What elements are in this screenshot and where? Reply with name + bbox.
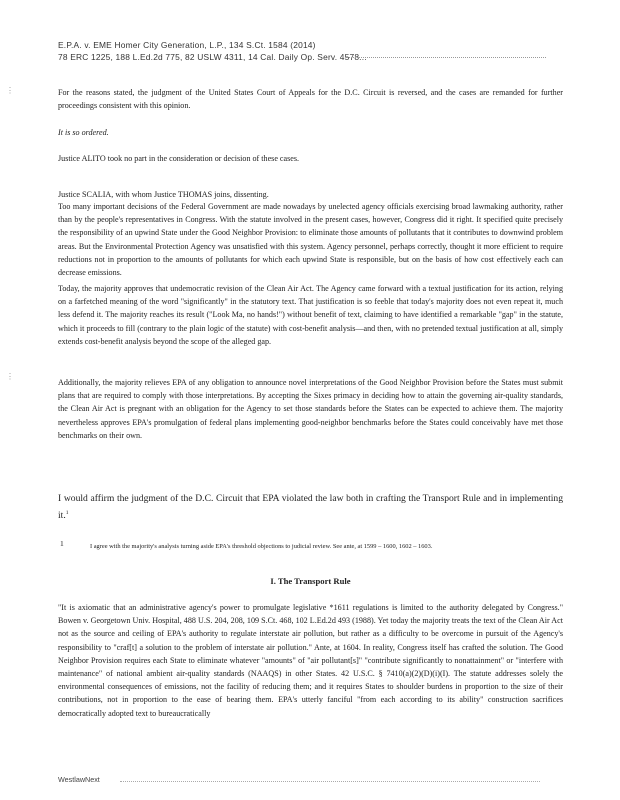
dissent-paragraph-1: Too many important decisions of the Federal Government are made nowadays by unelected agency officials exercising broad lawmaking authority, rather than by the people's representatives in Congress. With the statute involved in the present cases, however, Congress did it right. It specified quite precisely the responsibility of an upwind State under the Good Neighbor Provision: to eliminate those amounts of pollutants that it contributes to downwind problem areas. But the Environmental Protection Agency was unsatisfied with this system. Agency personnel, perhaps correctly, thought it more efficient to require reductions not in proportion to the amounts of pollutants for which each upwind State is responsible, but on the basis of how cost effectively each can decrease emissions.	[58, 202, 563, 278]
margin-mark: ⋮	[6, 372, 14, 381]
dissent-intro: Justice SCALIA, with whom Justice THOMAS joins, dissenting.	[58, 190, 269, 199]
footnote-number: 1	[60, 539, 64, 548]
footnote-text: I agree with the majority's analysis turning aside EPA's threshold objections to judicial review. See ante, at 1599 – 1600, 1602 – 1603.	[90, 543, 433, 550]
citation-header-line1: E.P.A. v. EME Homer City Generation, L.P., 134 S.Ct. 1584 (2014)	[58, 40, 316, 50]
footnote-reference[interactable]: 1	[65, 510, 69, 516]
dissent-paragraph-4	[58, 491, 563, 523]
dissent-paragraph-2: Today, the majority approves that undemocratic revision of the Clean Air Act. The Agency came forward with a textual justification for its action, relying on a farfetched meaning of the word "significantly" in the statutory text. That justification is so feeble that today's majority does not even repeat it, much less defend it. The majority reaches its result ("Look Ma, no hands!") without benefit of text, claiming to have identified a remarkable "gap" in the statute, which it proceeds to fill (contrary to the plain logic of the statute) with cost-benefit analysis—and then, with no pretended textual justification at all, simply extends cost-benefit analysis beyond the scope of the alleged gap.	[58, 284, 563, 346]
section-heading: I. The Transport Rule	[270, 576, 351, 586]
citation-header-line2: 78 ERC 1225, 188 L.Ed.2d 775, 82 USLW 4311, 14 Cal. Daily Op. Serv. 4578...	[58, 52, 367, 62]
margin-mark: ⋮	[6, 86, 14, 95]
footer-brand: WestlawNext	[58, 775, 100, 784]
transport-rule-paragraph: "It is axiomatic that an administrative agency's power to promulgate legislative *1611 regulations is limited to the authority delegated by Congress." Bowen v. Georgetown Univ. Hospital, 488 U.S. 204, 208, 109 S.Ct. 468, 102 L.Ed.2d 493 (1988). Yet today the majority treats the text of the Clean Air Act not as the source and ceiling of EPA's authority to regulate interstate air pollution, but rather as a difficulty to be overcome in pursuit of the Agency's responsibility to "craf[t] a solution to the problem of interstate air pollution." Ante, at 1604. In reality, Congress itself has crafted the solution. The Good Neighbor Provision requires each State to eliminate whatever "amounts" of "air pollutant[s]" "contribute significantly to nonattainment" or "interfere with maintenance" of national ambient air-quality standards (NAAQS) in other States. 42 U.S.C. § 7410(a)(2)(D)(i)(I). The statute addresses solely the environmental consequences of emissions, not the facility of reducing them; and it requires States to shoulder burdens in proportion to the size of their contributions, not in proportion to the ease of bearing them. EPA's utterly fanciful "from each according to its ability" construction sacrifices democratically adopted text to bureaucratically	[58, 603, 563, 718]
dissent-paragraph-3: Additionally, the majority relieves EPA of any obligation to announce novel interpretations of the Good Neighbor Provision before the States must submit plans that are required to comply with those interpretations. By accepting the Sixes primacy in deciding how to attain the governing air-quality standards, the Clean Air Act is pregnant with an obligation for the Agency to set those standards before the States can be expected to achieve them. The majority nevertheless approves EPA's promulgation of federal plans implementing good-neighbor benchmarks before the States could conceivably have met those benchmarks on their own.	[58, 378, 563, 440]
paragraph-4-text: I would affirm the judgment of the D.C. Circuit that EPA violated the law both in crafting the Transport Rule and in implementing it.	[58, 493, 563, 522]
conclusion-paragraph: For the reasons stated, the judgment of the United States Court of Appeals for the D.C. Circuit is reversed, and the cases are remanded for further proceedings consistent with this opinion.	[58, 88, 563, 111]
header-rule	[346, 57, 546, 58]
so-ordered-line: It is so ordered.	[58, 128, 109, 137]
alito-note: Justice ALITO took no part in the consideration or decision of these cases.	[58, 154, 300, 163]
